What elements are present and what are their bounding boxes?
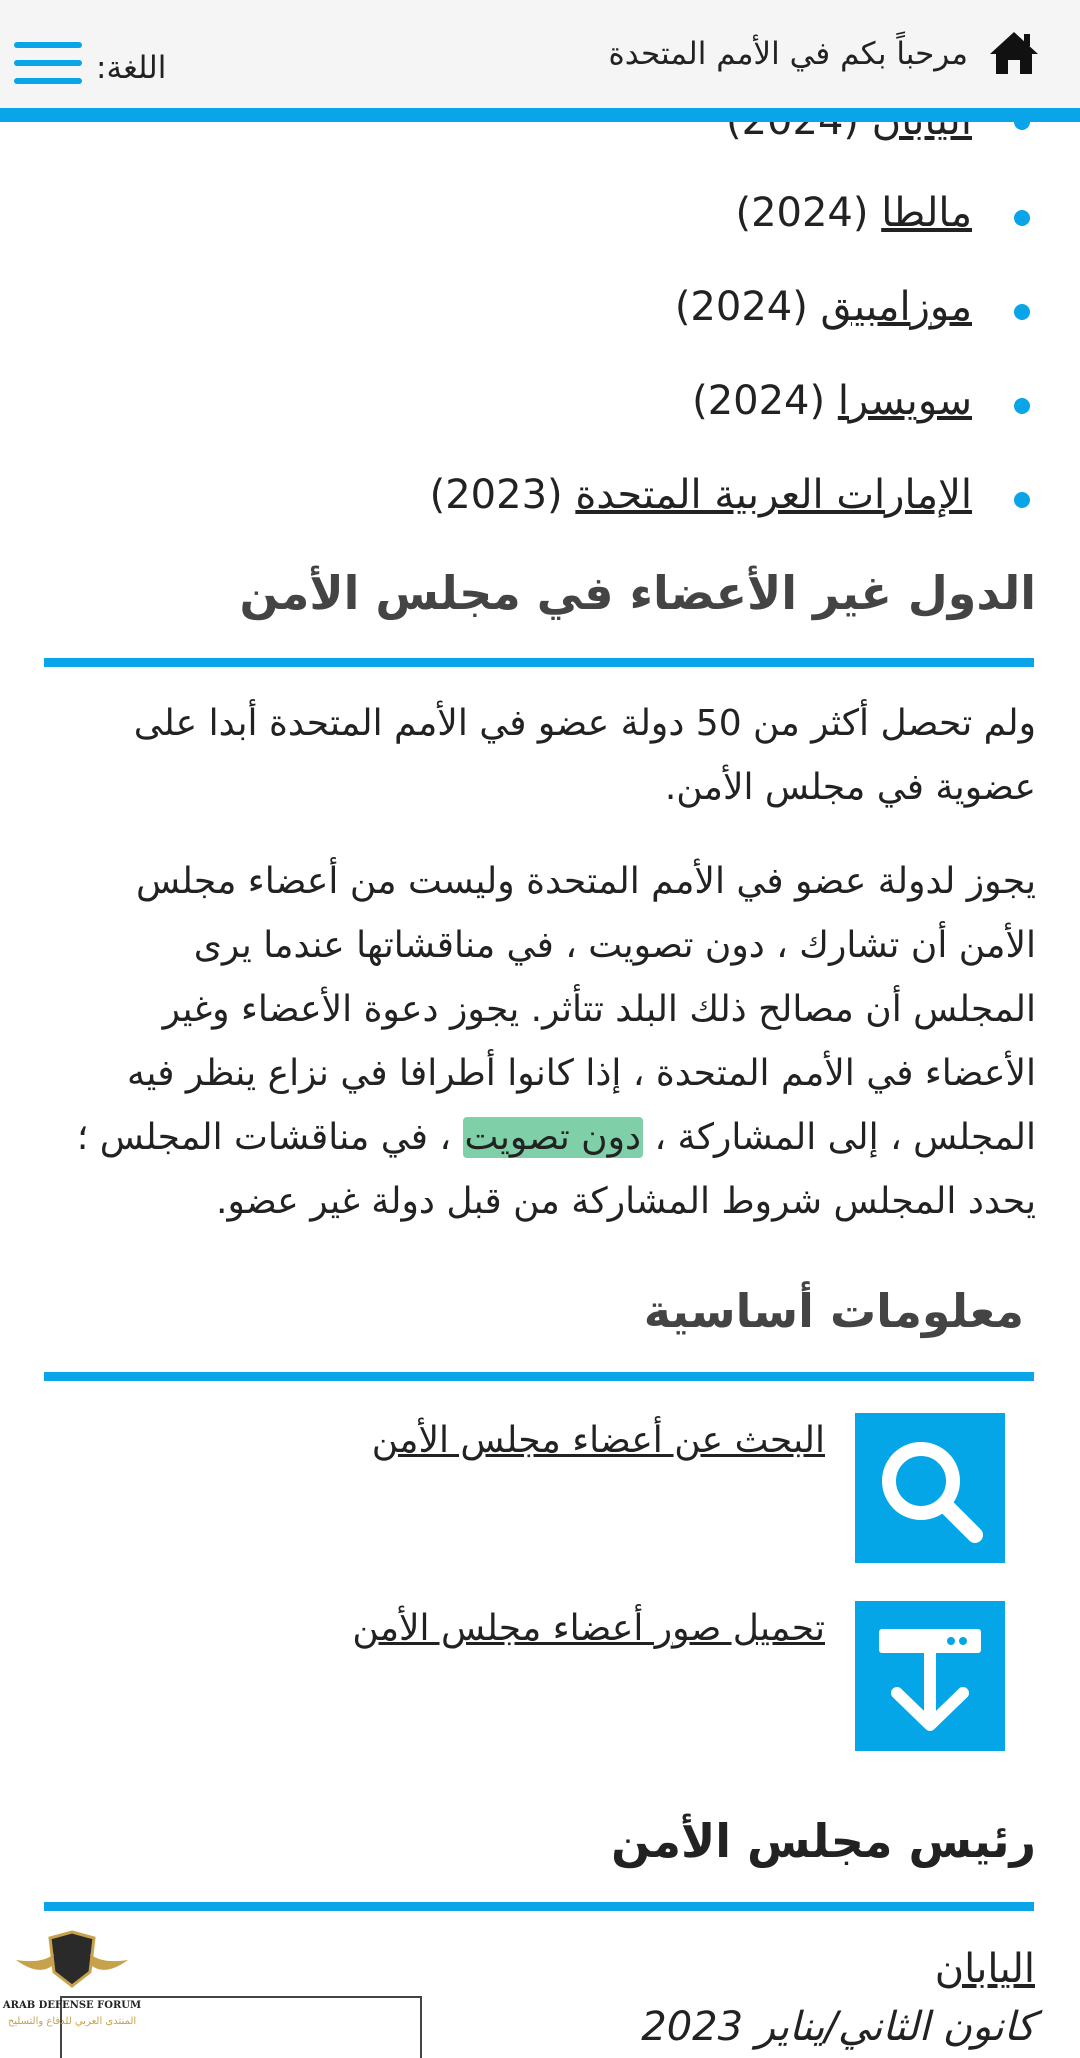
- section-divider: [44, 658, 1034, 667]
- section-heading-basic-info: معلومات أساسية: [643, 1284, 1024, 1338]
- paragraph-text: ، في مناقشات المجلس ؛ يحدد المجلس شروط المشاركة من قبل دولة غير عضو.: [76, 1117, 1036, 1222]
- paragraph-line: عضوية في مجلس الأمن.: [664, 767, 1036, 808]
- country-link-mozambique[interactable]: موزامبيق: [820, 284, 972, 330]
- paragraph-text: يجوز لدولة عضو في الأمم المتحدة وليست من أعضاء مجلس الأمن أن تشارك ، دون تصويت ، في مناقشاتها عندما يرى المجلس أن مصالح ذلك البلد تتأثر. يجوز دعوة الأعضاء وغير الأعضاء في الأمم المتحدة ، إذا كانوا أطرافا في نزاع ينظر فيه المجلس ، إلى المشاركة ،: [127, 861, 1036, 1158]
- list-item: [735, 190, 972, 236]
- list-item: [675, 284, 972, 330]
- section-divider: [44, 1372, 1034, 1381]
- top-bar: [0, 0, 1080, 122]
- paragraph-non-members-intro: [70, 692, 1036, 820]
- search-icon: [855, 1413, 1005, 1563]
- watermark-text-ar: المنتدى العربي للدفاع والتسليح: [7, 2016, 137, 2027]
- country-link-malta[interactable]: مالطا: [881, 190, 972, 236]
- bullet: [1014, 492, 1030, 508]
- home-icon[interactable]: [988, 30, 1040, 76]
- bullet: [1014, 210, 1030, 226]
- download-photos-link[interactable]: تحميل صور أعضاء مجلس الأمن: [352, 1608, 825, 1649]
- menu-icon[interactable]: [14, 42, 82, 90]
- list-item-year: (2024): [735, 190, 869, 236]
- watermark-text-en: ARAB DEFENSE FORUM: [2, 2000, 142, 2011]
- section-heading-president: رئيس مجلس الأمن: [611, 1814, 1036, 1868]
- search-members-link[interactable]: البحث عن أعضاء مجلس الأمن: [371, 1420, 825, 1461]
- language-selector[interactable]: اللغة:: [96, 50, 167, 86]
- highlighted-text: دون تصويت: [464, 1117, 642, 1158]
- download-icon: [855, 1601, 1005, 1751]
- menu-bar: [14, 42, 82, 48]
- paragraph-line: ولم تحصل أكثر من 50 دولة عضو في الأمم المتحدة أبدا على: [133, 703, 1036, 744]
- list-item-year: (2023): [429, 472, 563, 518]
- list-item-year: (2024): [692, 378, 826, 424]
- list-item: [430, 472, 972, 518]
- section-heading-non-members: الدول غير الأعضاء في مجلس الأمن: [239, 566, 1036, 620]
- president-country-link[interactable]: اليابان: [934, 1946, 1035, 1992]
- download-tile[interactable]: [855, 1601, 1005, 1751]
- welcome-link[interactable]: مرحباً بكم في الأمم المتحدة: [608, 36, 968, 72]
- search-tile[interactable]: [855, 1413, 1005, 1563]
- bullet: [1014, 398, 1030, 414]
- menu-bar: [14, 78, 82, 84]
- country-link-uae[interactable]: الإمارات العربية المتحدة: [575, 472, 972, 518]
- country-link-switzerland[interactable]: سويسرا: [837, 378, 972, 424]
- president-date: كانون الثاني/يناير 2023: [641, 2004, 1035, 2050]
- bullet: [1014, 304, 1030, 320]
- list-item-year: (2024): [674, 284, 808, 330]
- menu-bar: [14, 60, 82, 66]
- section-divider: [44, 1902, 1034, 1911]
- list-item: [692, 378, 972, 424]
- watermark-logo: [2, 1920, 142, 2038]
- paragraph-participation: [70, 850, 1036, 1234]
